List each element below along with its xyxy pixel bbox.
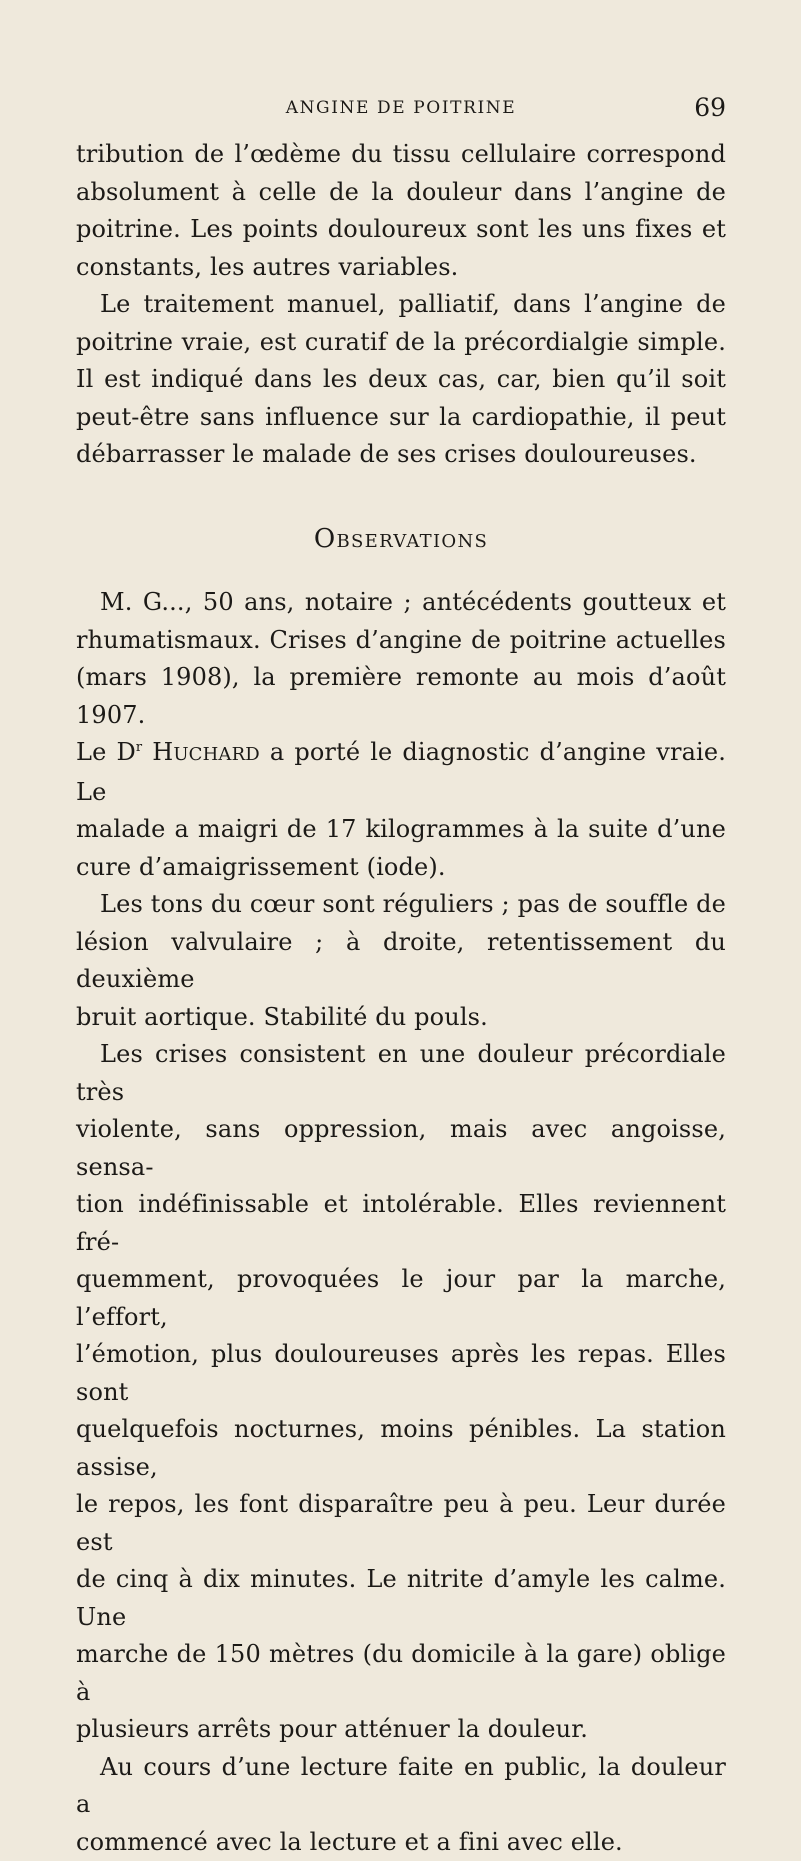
doctor-name-rest: UCHARD — [173, 744, 260, 765]
section-heading — [76, 523, 726, 558]
text-line: malade a maigri de 17 kilogrammes à la suite d’une — [76, 811, 726, 849]
text-line: Il est indiqué dans les deux cas, car, bien qu’il soit — [76, 361, 726, 399]
doctor-name-initial: H — [152, 738, 173, 766]
text-line: Le traitement manuel, palliatif, dans l’angine de — [76, 286, 726, 324]
paragraph — [76, 584, 726, 886]
paragraph — [76, 286, 726, 474]
text-line: rhumatismaux. Crises d’angine de poitrine actuelles — [76, 622, 726, 660]
paragraph — [76, 886, 726, 1036]
text-line: marche de 150 mètres (du domicile à la gare) oblige à — [76, 1636, 726, 1711]
text-line: absolument à celle de la douleur dans l’angine de — [76, 174, 726, 212]
text-line: poitrine. Les points douloureux sont les uns fixes et — [76, 211, 726, 249]
text-line: commencé avec la lecture et a fini avec elle. — [76, 1824, 726, 1861]
heading-rest: BSERVATIONS — [336, 531, 488, 552]
paragraph — [76, 1749, 726, 1861]
text-line: Les crises consistent en une douleur précordiale très — [76, 1036, 726, 1111]
heading-initial: O — [314, 524, 337, 554]
text-line: le repos, les font disparaître peu à peu. Leur durée est — [76, 1486, 726, 1561]
text-line: bruit aortique. Stabilité du pouls. — [76, 999, 726, 1037]
text-line: de cinq à dix minutes. Le nitrite d’amyle les calme. Une — [76, 1561, 726, 1636]
text-line: constants, les autres variables. — [76, 249, 726, 287]
text-line: violente, sans oppression, mais avec angoisse, sensa- — [76, 1111, 726, 1186]
text-line: (mars 1908), la première remonte au mois d’août 1907. — [76, 659, 726, 734]
text-line: débarrasser le malade de ses crises douloureuses. — [76, 436, 726, 474]
text-line: poitrine vraie, est curatif de la précordialgie simple. — [76, 324, 726, 362]
paragraph — [76, 1036, 726, 1749]
text-line: plusieurs arrêts pour atténuer la douleur. — [76, 1711, 726, 1749]
text-line: peut-être sans influence sur la cardiopathie, il peut — [76, 399, 726, 437]
text-line: cure d’amaigrissement (iode). — [76, 849, 726, 887]
text-line — [76, 734, 726, 811]
text-line: quemment, provoquées le jour par la marche, l’effort, — [76, 1261, 726, 1336]
superscript: r — [136, 740, 142, 755]
text-line: quelquefois nocturnes, moins pénibles. La station assise, — [76, 1411, 726, 1486]
body-text-section-2 — [76, 584, 726, 1861]
text-line: Au cours d’une lecture faite en public, la douleur a — [76, 1749, 726, 1824]
text-line: l’émotion, plus douloureuses après les repas. Elles sont — [76, 1336, 726, 1411]
running-title: ANGINE DE POITRINE — [76, 94, 726, 122]
text-line: lésion valvulaire ; à droite, retentissement du deuxième — [76, 924, 726, 999]
paragraph — [76, 136, 726, 286]
text-line: Les tons du cœur sont réguliers ; pas de souffle de — [76, 886, 726, 924]
text-fragment: a porté le diagnostic d’angine vraie. Le — [76, 738, 726, 806]
page-number: 69 — [694, 94, 726, 122]
text-line: M. G..., 50 ans, notaire ; antécédents goutteux et — [76, 584, 726, 622]
text-line: tion indéfinissable et intolérable. Elles reviennent fré- — [76, 1186, 726, 1261]
running-head — [76, 94, 726, 122]
text-line: tribution de l’œdème du tissu cellulaire correspond — [76, 136, 726, 174]
body-text-section-1 — [76, 136, 726, 474]
text-fragment: Le D — [76, 738, 136, 766]
